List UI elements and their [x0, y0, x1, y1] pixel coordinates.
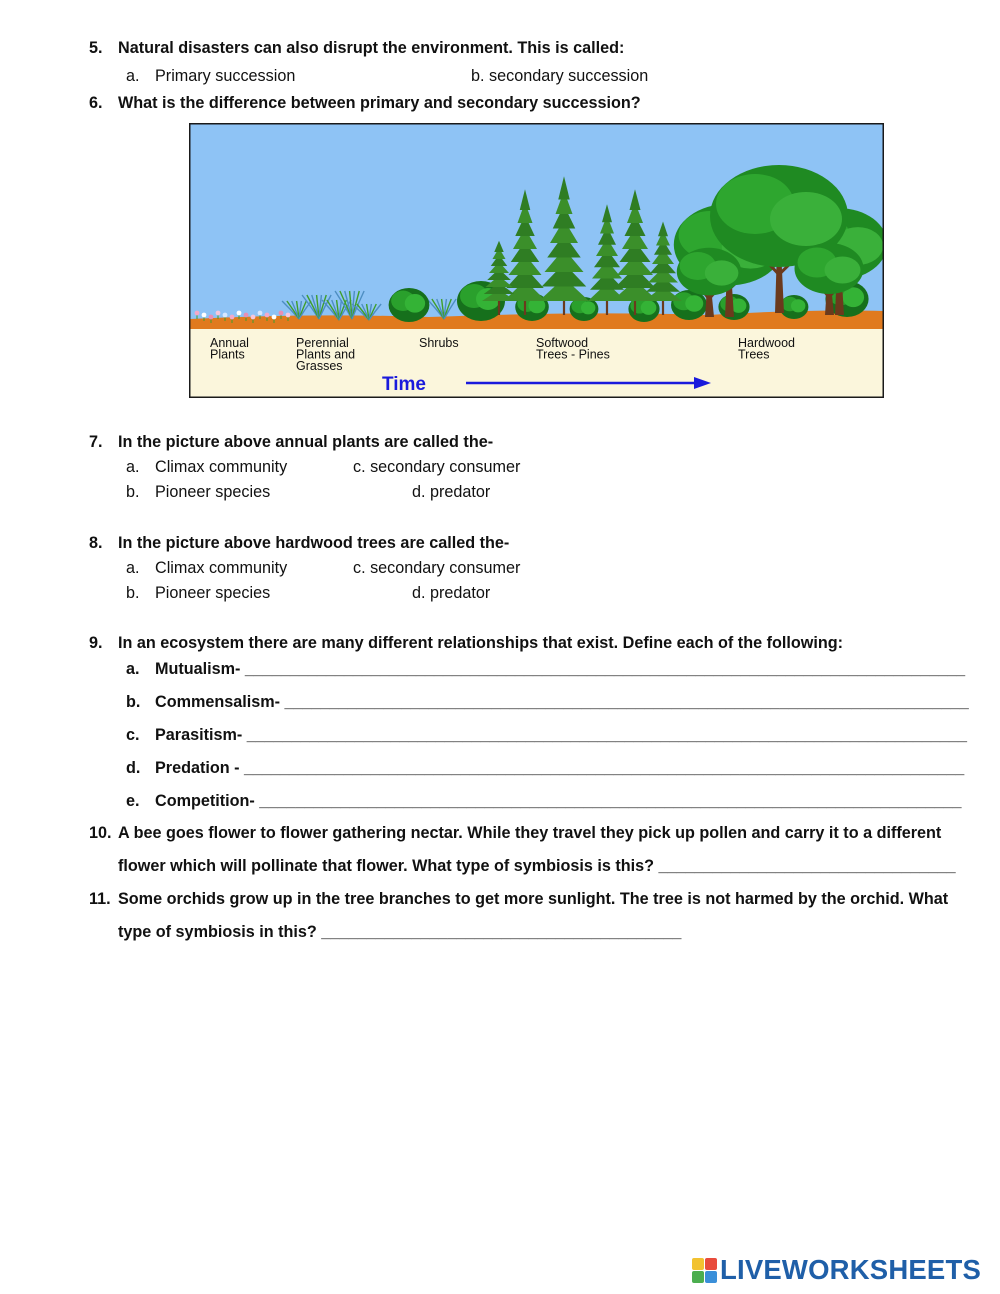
logo-tiles-icon — [692, 1258, 718, 1284]
q9-item-letter: a. — [126, 660, 140, 678]
q9-commensalism-line[interactable]: Commensalism- ____________________________________________________________________________ — [155, 693, 969, 711]
question-6-text: What is the difference between primary and secondary succession? — [118, 94, 641, 112]
stage-label: Trees — [738, 347, 770, 362]
stage-label: Plants — [210, 347, 245, 362]
q8-option-a-letter: a. — [126, 559, 140, 577]
question-7-number: 7. — [89, 433, 103, 451]
question-10-answer-line[interactable]: flower which will pollinate that flower. What type of symbiosis is this? _________________________________ — [118, 857, 956, 875]
question-10-number: 10. — [89, 824, 112, 842]
q8-option-a[interactable]: Climax community — [155, 559, 288, 577]
q9-item-letter: d. — [126, 759, 141, 777]
q5-option-a-letter: a. — [126, 67, 140, 85]
q8-option-c[interactable]: c. secondary consumer — [353, 559, 521, 577]
q7-option-c[interactable]: c. secondary consumer — [353, 458, 521, 476]
stage-label: Perennial — [296, 336, 349, 350]
q7-option-a[interactable]: Climax community — [155, 458, 288, 476]
q7-option-a-letter: a. — [126, 458, 140, 476]
logo-text: LIVEWORKSHEETS — [720, 1254, 982, 1285]
q7-option-d[interactable]: d. predator — [412, 483, 491, 501]
liveworksheets-logo[interactable] — [692, 1255, 992, 1285]
q7-option-b[interactable]: Pioneer species — [155, 483, 271, 501]
q8-option-d[interactable]: d. predator — [412, 584, 491, 602]
stage-label: Plants and — [296, 347, 356, 362]
q9-mutualism-line[interactable]: Mutualism- ________________________________________________________________________________ — [155, 660, 966, 678]
stage-label: Hardwood — [738, 336, 795, 350]
q5-option-a[interactable]: Primary succession — [155, 67, 296, 85]
question-10-text-line1: A bee goes flower to flower gathering nectar. While they travel they pick up pollen and carry it to a different — [118, 824, 942, 842]
q9-parasitism-line[interactable]: Parasitism- ________________________________________________________________________________ — [155, 726, 967, 744]
q8-option-b[interactable]: Pioneer species — [155, 584, 271, 602]
q9-competition-line[interactable]: Competition- ______________________________________________________________________________ — [155, 792, 962, 810]
time-label: Time — [382, 374, 427, 395]
question-5-text: Natural disasters can also disrupt the environment. This is called: — [118, 39, 625, 57]
question-9-text: In an ecosystem there are many different relationships that exist. Define each of the following: — [118, 634, 844, 652]
succession-diagram — [189, 123, 884, 398]
question-7-text: In the picture above annual plants are called the- — [118, 433, 494, 451]
q5-option-b[interactable]: b. secondary succession — [471, 67, 649, 85]
question-9-number: 9. — [89, 634, 103, 652]
stage-label: Annual — [210, 336, 249, 350]
question-8-number: 8. — [89, 534, 103, 552]
q9-item-letter: c. — [126, 726, 140, 744]
stage-label: Trees - Pines — [536, 347, 610, 362]
q7-option-b-letter: b. — [126, 483, 140, 501]
q9-item-letter: e. — [126, 792, 140, 810]
question-11-text-line1: Some orchids grow up in the tree branches to get more sunlight. The tree is not harmed by the orchid. What — [118, 890, 949, 908]
question-6-number: 6. — [89, 94, 103, 112]
question-8-text: In the picture above hardwood trees are called the- — [118, 534, 510, 552]
q9-item-letter: b. — [126, 693, 141, 711]
q9-predation-line[interactable]: Predation - ________________________________________________________________________________ — [155, 759, 965, 777]
stage-label: Shrubs — [419, 336, 459, 350]
stage-label: Grasses — [296, 359, 343, 373]
question-11-number: 11. — [89, 890, 111, 908]
stage-label: Softwood — [536, 336, 589, 350]
question-5-number: 5. — [89, 39, 103, 57]
q8-option-b-letter: b. — [126, 584, 140, 602]
question-11-answer-line[interactable]: type of symbiosis in this? ________________________________________ — [118, 923, 682, 941]
